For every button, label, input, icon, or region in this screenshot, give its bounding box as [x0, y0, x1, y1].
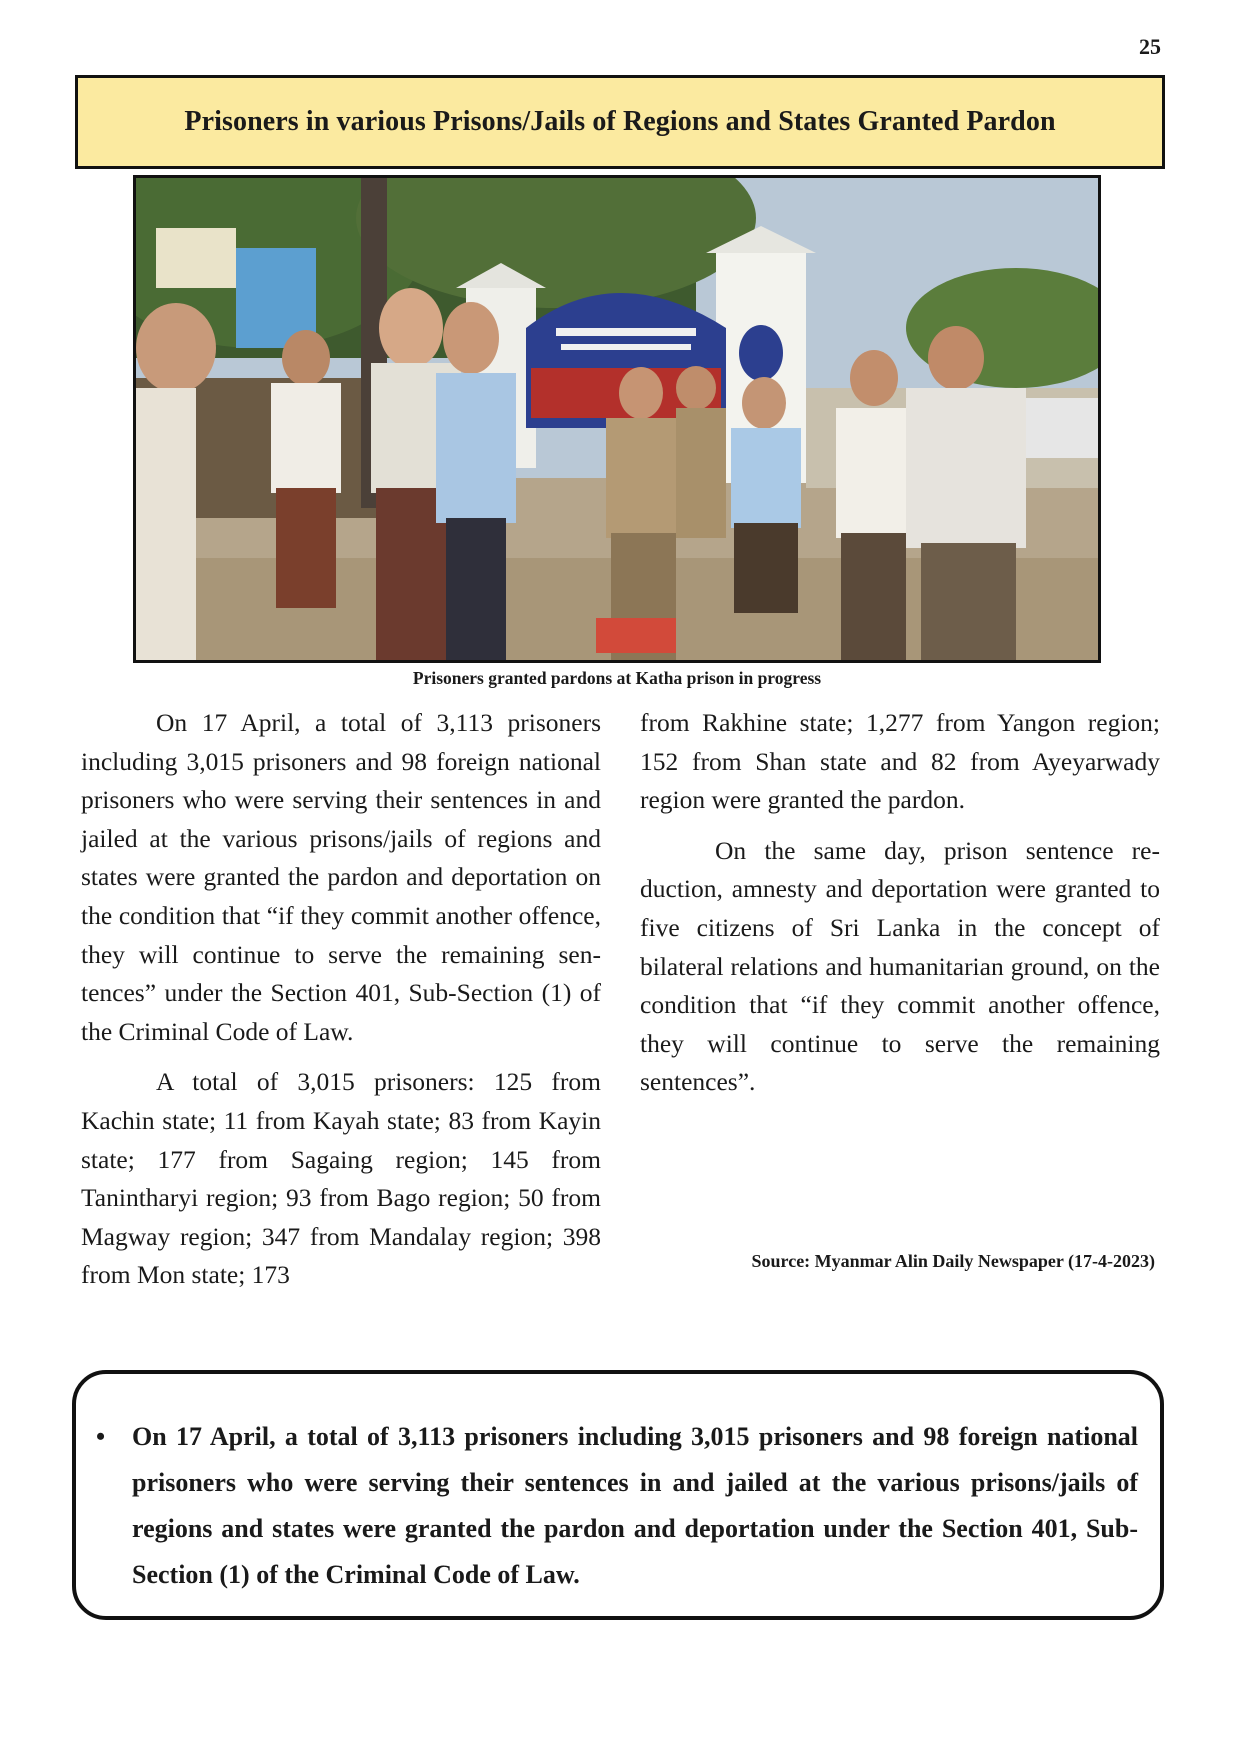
article-paragraph-2: A total of 3,015 prisoners: 125 from Kachin state; 11 from Kayah state; 83 from Kayin state; 177 from Sagaing region; 145 from Tanintharyi region; 93 from Bago region; 50 from Magway region; 347 from Mandalay region; 398 from Mon state; 173	[81, 1067, 601, 1290]
page-number: 25	[1139, 34, 1161, 59]
article-paragraph-2-continued: from Rakhine state; 1,277 from Yangon region; 152 from Shan state and 82 from Ayeyarwady region were granted the pardon.	[640, 708, 1160, 815]
photo-caption: Prisoners granted pardons at Katha prison in progress	[412, 668, 822, 688]
summary-list	[76, 1374, 1160, 1598]
page-title: Prisoners in various Prisons/Jails of Regions and States Granted Pardon	[184, 106, 1056, 137]
summary-text: On 17 April, a total of 3,113 prisoners including 3,015 prisoners and 98 foreign national prisoners who were serving their sentences in and jailed at the various prisons/jails of regions and states were granted the pardon and deportation under the Section 401, Sub-Section (1) of the Criminal Code of Law.	[132, 1422, 1138, 1589]
bullet-icon: •	[96, 1422, 106, 1451]
title-banner	[75, 75, 1165, 169]
photo-illustration	[136, 178, 1098, 660]
article-paragraph-1: On 17 April, a total of 3,113 prisoners including 3,015 prisoners and 98 foreign national prisoners who were serving their sentences in and jailed at the various prisons/jails of regions and states were granted the pardon and deportation on the condition that “if they commit another offence, they will continue to serve the remaining sentences” under the Section 401, Sub-Section (1) of the Criminal Code of Law.	[81, 708, 601, 1046]
summary-box	[72, 1370, 1164, 1620]
article-left-column	[81, 704, 601, 1307]
summary-item	[96, 1414, 1138, 1598]
article-paragraph-3: On the same day, prison sentence reduction, amnesty and deportation were granted to five citizens of Sri Lanka in the concept of bilateral relations and humanitarian ground, on the condition that “if they commit another offence, they will continue to serve the remaining sentences”.	[640, 835, 1160, 1097]
article-right-column	[640, 704, 1160, 1114]
article-source: Source: Myanmar Alin Daily Newspaper (17-4-2023)	[751, 1251, 1155, 1271]
news-photo	[133, 175, 1101, 663]
